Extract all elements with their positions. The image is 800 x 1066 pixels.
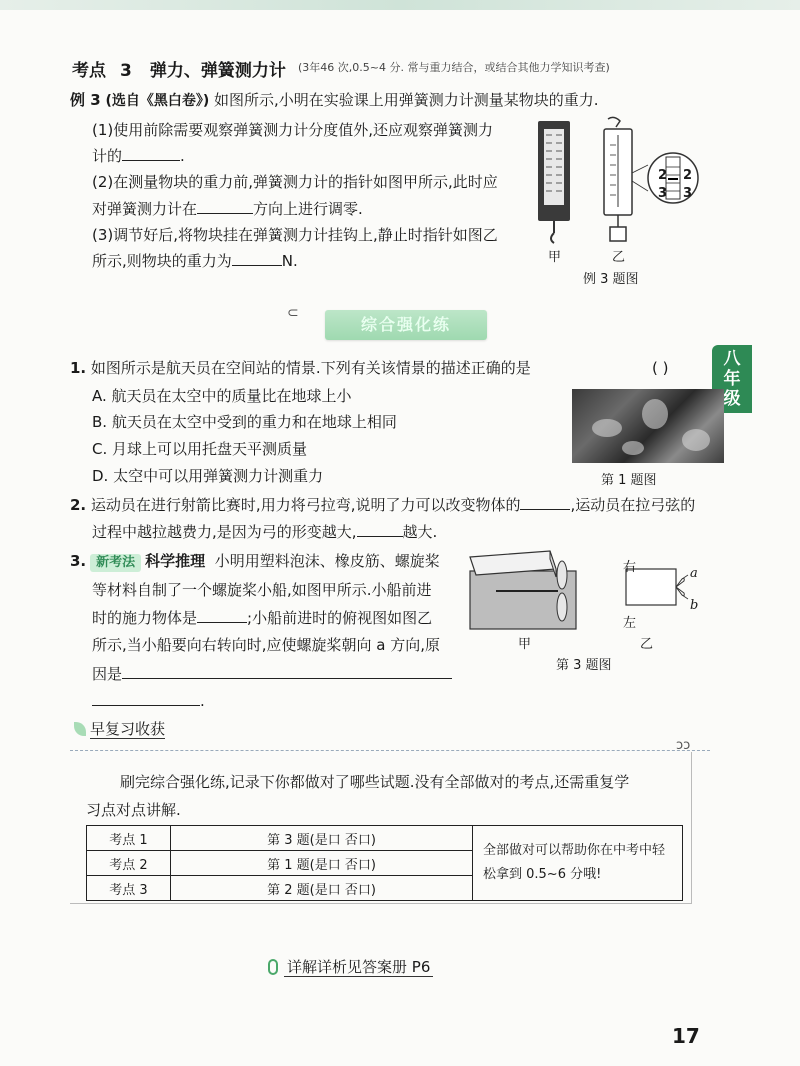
example3-q2-text: 对弹簧测力计在 xyxy=(92,200,198,218)
answer-blank[interactable] xyxy=(520,494,570,510)
example3-q1-line-b xyxy=(92,145,185,166)
example3-q3-end: N. xyxy=(281,252,298,270)
harvest-title xyxy=(74,718,165,739)
q1-option-c[interactable]: C. 月球上可以用托盘天平测质量 xyxy=(92,440,308,458)
new-method-badge: 新考法 xyxy=(90,554,141,572)
q1-option-a[interactable]: A. 航天员在太空中的质量比在地球上小 xyxy=(92,387,352,405)
table-cell-item[interactable]: 第 1 题(是口 否口) xyxy=(171,851,473,876)
label-right: 右 xyxy=(623,560,637,575)
q3-line-1 xyxy=(70,551,440,572)
example3-stem-line xyxy=(70,90,599,111)
side-tab-char: 级 xyxy=(723,389,741,409)
q3-text: ;小船前进时的俯视图如图乙 xyxy=(247,609,433,627)
zoom-label-2-right: 2 xyxy=(683,168,693,183)
harvest-title-text: 早复习收获 xyxy=(90,720,166,738)
example3-q2-line-a: (2)在测量物块的重力前,弹簧测力计的指针如图甲所示,此时应 xyxy=(92,173,498,191)
q3-fig-label-yi: 乙 xyxy=(640,637,654,652)
answer-blank[interactable] xyxy=(232,250,282,266)
example3-q1-end: . xyxy=(180,147,185,165)
review-table xyxy=(86,825,683,901)
page-number: 17 xyxy=(672,1024,700,1048)
spring-scale-figure xyxy=(530,115,700,265)
answer-blank[interactable] xyxy=(122,145,180,161)
curl-icon: ↄↄ xyxy=(676,738,691,753)
q3-line-5 xyxy=(92,663,452,684)
table-cell-point: 考点 2 xyxy=(87,851,171,876)
astronaut-photo xyxy=(572,389,724,463)
q3-text: . xyxy=(200,692,205,710)
boat-figure xyxy=(466,545,699,635)
example3-q2-line-b xyxy=(92,198,363,219)
example3-source: (选自《黑白卷》) xyxy=(105,93,210,109)
q3-text: 时的施力物体是 xyxy=(92,609,198,627)
table-cell-note: 全部做对可以帮助你在中考中轻松拿到 0.5~6 分哦! xyxy=(473,826,683,901)
q1-answer-paren[interactable]: ( ) xyxy=(652,359,669,377)
q1-number: 1. xyxy=(70,359,87,377)
top-color-strip xyxy=(0,0,800,10)
kaodian-number: 3 xyxy=(120,61,132,81)
q3-text: 因是 xyxy=(92,665,123,683)
harvest-para-2: 习点对点讲解. xyxy=(86,801,181,819)
fig-label-yi: 乙 xyxy=(612,250,626,265)
q3-line-3 xyxy=(92,607,432,628)
kaodian-label: 考点 xyxy=(72,61,106,81)
fig-label-jia: 甲 xyxy=(548,250,562,265)
example3-q2-end: 方向上进行调零. xyxy=(253,200,363,218)
side-tab-char: 八 xyxy=(723,349,741,369)
q3-fig-caption: 第 3 题图 xyxy=(556,658,612,673)
example3-stem: 如图所示,小明在实验课上用弹簧测力计测量某物块的重力. xyxy=(214,91,599,109)
q1-option-d[interactable]: D. 太空中可以用弹簧测力计测重力 xyxy=(92,467,324,485)
q2-text-c: 过程中越拉越费力,是因为弓的形变越大, xyxy=(92,523,357,541)
banner-hook-icon: ⊂ xyxy=(287,305,299,321)
example3-q1-text: 计的 xyxy=(92,147,123,165)
harvest-para-1: 刷完综合强化练,记录下你都做对了哪些试题.没有全部做对的考点,还需重复学 xyxy=(120,773,630,791)
harvest-divider xyxy=(70,750,710,751)
leaf-icon xyxy=(74,722,86,736)
block-weight xyxy=(610,227,626,241)
example3-q3-line-a: (3)调节好后,将物块挂在弹簧测力计挂钩上,静止时指针如图乙 xyxy=(92,226,498,244)
table-cell-item[interactable]: 第 2 题(是口 否口) xyxy=(171,876,473,901)
answer-reference-text: 详解详析见答案册 P6 xyxy=(284,958,433,977)
zoom-label-3-right: 3 xyxy=(683,186,693,201)
example3-q3-line-b xyxy=(92,250,298,271)
table-row xyxy=(87,826,683,851)
kaodian-heading xyxy=(72,56,286,81)
clip-icon xyxy=(268,959,278,975)
zoom-label-3-left: 3 xyxy=(658,186,668,201)
q1-stem-line xyxy=(70,358,531,378)
kaodian-note: (3年46 次,0.5~4 分. 常与重力结合，或结合其他力学知识考查) xyxy=(298,61,610,74)
table-cell-point: 考点 1 xyxy=(87,826,171,851)
q1-stem: 如图所示是航天员在空间站的情景.下列有关该情景的描述正确的是 xyxy=(90,359,531,377)
q1-option-b[interactable]: B. 航天员在太空中受到的重力和在地球上相同 xyxy=(92,413,397,431)
label-b: b xyxy=(690,598,699,613)
zoom-label-2-left: 2 xyxy=(658,168,668,183)
answer-blank[interactable] xyxy=(92,690,200,706)
q2-line-1 xyxy=(70,494,695,515)
q2-text-b: ,运动员在拉弓弦的 xyxy=(570,496,696,514)
example3-label: 例 3 xyxy=(70,91,101,109)
q1-fig-caption: 第 1 题图 xyxy=(601,473,657,488)
q2-number: 2. xyxy=(70,496,87,514)
label-left: 左 xyxy=(623,616,637,631)
answer-blank[interactable] xyxy=(122,663,452,679)
q3-line-6 xyxy=(92,690,205,711)
q3-line-4: 所示,当小船要向右转向时,应使螺旋桨朝向 a 方向,原 xyxy=(92,636,441,654)
answer-blank[interactable] xyxy=(197,198,253,214)
q3-text: 小明用塑料泡沫、橡皮筋、螺旋桨 xyxy=(214,552,440,570)
example3-q1-line-a: (1)使用前除需要观察弹簧测力计分度值外,还应观察弹簧测力 xyxy=(92,121,494,139)
section-banner: 综合强化练 xyxy=(325,310,487,340)
side-tab-char: 年 xyxy=(723,369,741,389)
answer-blank[interactable] xyxy=(197,607,247,623)
table-cell-item[interactable]: 第 3 题(是口 否口) xyxy=(171,826,473,851)
answer-blank[interactable] xyxy=(357,521,403,537)
q2-line-2 xyxy=(92,521,437,542)
table-cell-point: 考点 3 xyxy=(87,876,171,901)
label-a: a xyxy=(690,566,698,581)
q3-fig-label-jia: 甲 xyxy=(518,637,532,652)
answer-reference xyxy=(268,956,433,977)
q3-tag: 科学推理 xyxy=(145,552,206,570)
q3-number: 3. xyxy=(70,552,87,570)
q2-text-d: 越大. xyxy=(402,523,438,541)
q2-text-a: 运动员在进行射箭比赛时,用力将弓拉弯,说明了力可以改变物体的 xyxy=(90,496,521,514)
example3-fig-caption: 例 3 题图 xyxy=(583,272,639,287)
kaodian-title: 弹力、弹簧测力计 xyxy=(149,61,286,81)
q3-line-2: 等材料自制了一个螺旋桨小船,如图甲所示.小船前进 xyxy=(92,581,432,599)
example3-q3-text: 所示,则物块的重力为 xyxy=(92,252,232,270)
